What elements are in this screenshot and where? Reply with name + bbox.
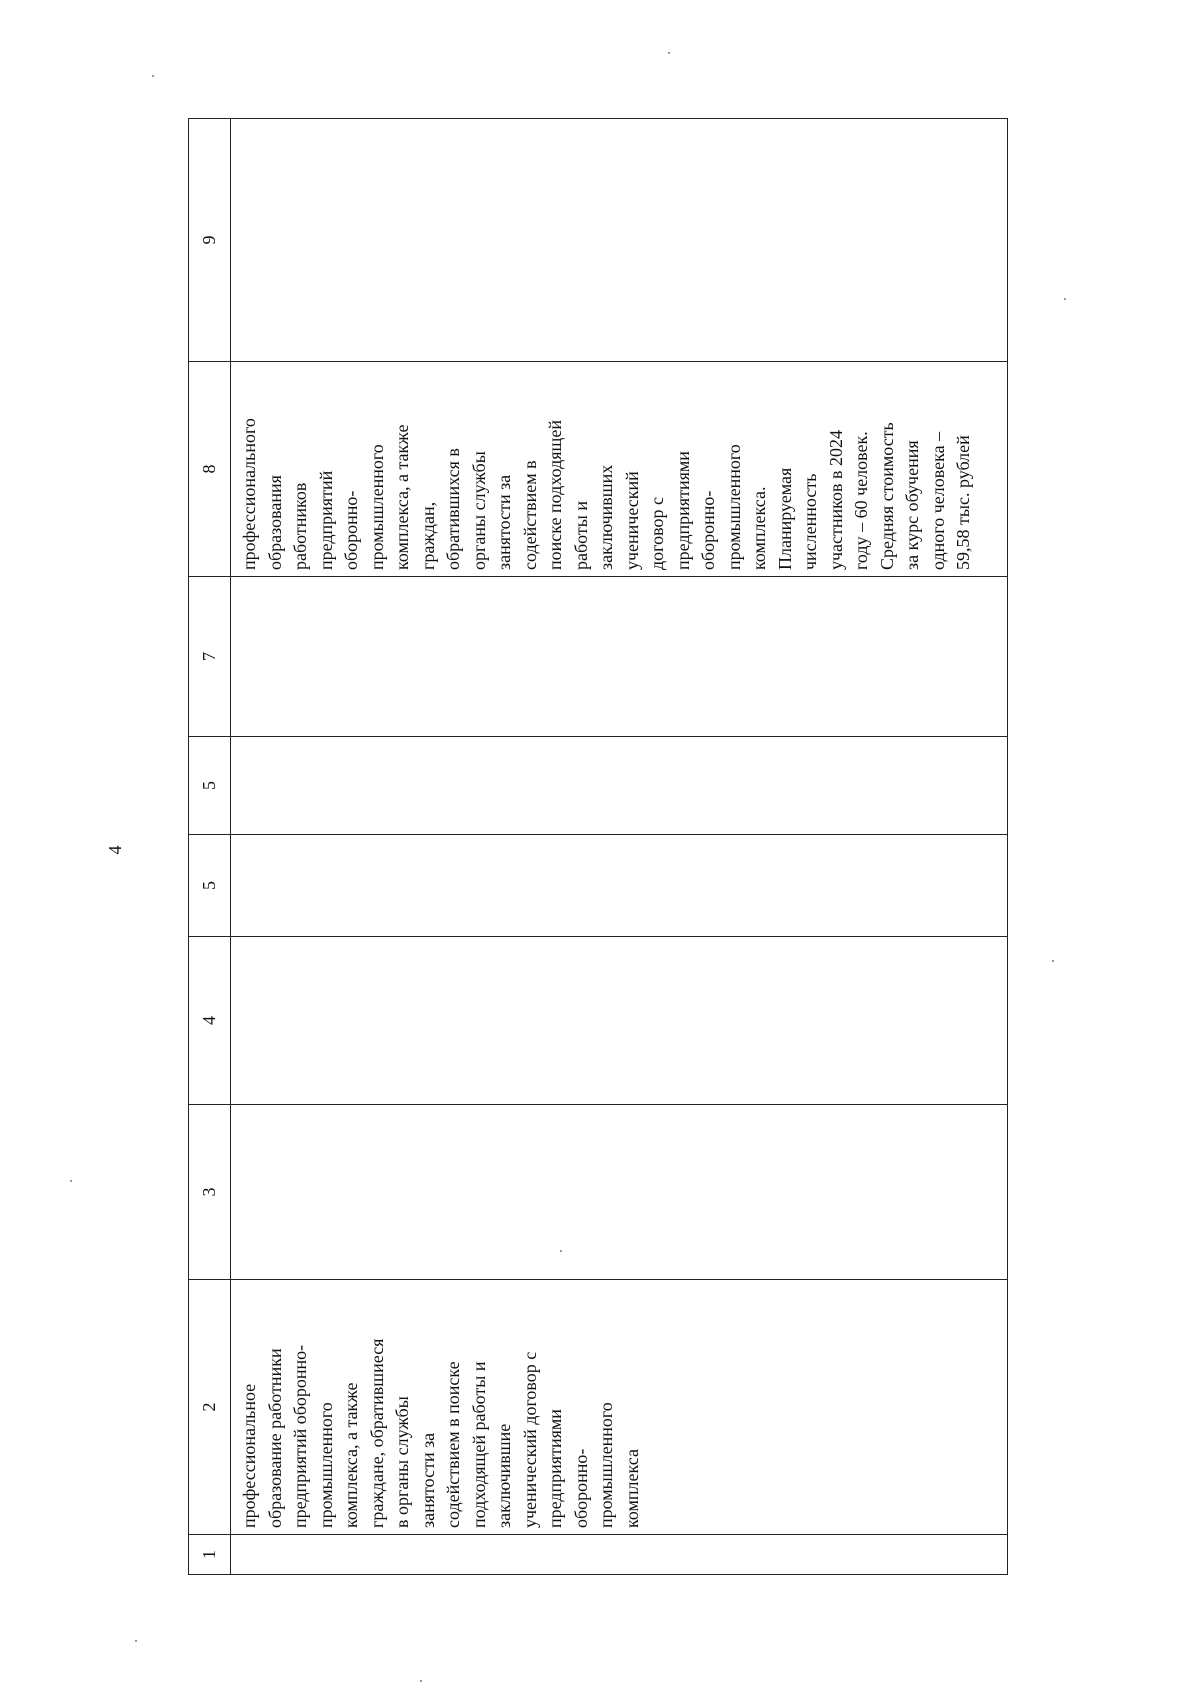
scan-speck — [152, 75, 154, 77]
table-header-row — [189, 119, 231, 1575]
scan-speck — [560, 1250, 562, 1252]
rotated-table-container — [188, 119, 1008, 1575]
cell-text-col8: профессионального образования работников предприятий оборонно- промышленного комплекса, а также граждан, обратившихся в органы службы занятости за содействием в поиске подходящей работы и заключивших ученический договор с предприятиями оборонно- промышленного комплекса. Планируемая численность участников в 2024 году – 60 человек. Средняя стоимость за курс обучения одного человека – 59,58 тыс. рублей — [239, 418, 973, 570]
scan-speck — [70, 1180, 72, 1182]
table-cell-col3 — [231, 1105, 1008, 1280]
header-cell-col2: 2 — [189, 1280, 231, 1535]
header-cell-col5: 5 — [189, 835, 231, 937]
table-cell-col6 — [231, 737, 1008, 835]
table-cell-col2 — [231, 1280, 1008, 1535]
scan-speck — [1064, 298, 1066, 300]
header-cell-col9: 9 — [189, 119, 231, 362]
header-cell-col4: 4 — [189, 937, 231, 1105]
page-number: 4 — [104, 845, 125, 855]
data-table — [188, 118, 1008, 1575]
table-cell-col5 — [231, 835, 1008, 937]
scan-speck — [420, 1680, 422, 1682]
scan-speck — [668, 52, 670, 54]
table-cell-col4 — [231, 937, 1008, 1105]
table-cell-col9 — [231, 119, 1008, 362]
header-cell-col8: 8 — [189, 362, 231, 577]
cell-text-col2: профессиональное образование работники предприятий оборонно- промышленного комплекса, а также граждане, обратившиеся в органы службы занятости за содействием в поиске подходящей работы и заключившие ученический договор с предприятиями оборонно- промышленного комплекса — [239, 1338, 642, 1528]
table-cell-col1 — [231, 1535, 1008, 1575]
table-row — [231, 119, 1008, 1575]
header-cell-col6: 5 — [189, 737, 231, 835]
header-cell-col1: 1 — [189, 1535, 231, 1575]
scan-speck — [135, 1640, 137, 1642]
scan-speck — [1052, 960, 1054, 962]
header-cell-col3: 3 — [189, 1105, 231, 1280]
header-cell-col7: 7 — [189, 577, 231, 737]
table-cell-col7 — [231, 577, 1008, 737]
table-cell-col8 — [231, 362, 1008, 577]
